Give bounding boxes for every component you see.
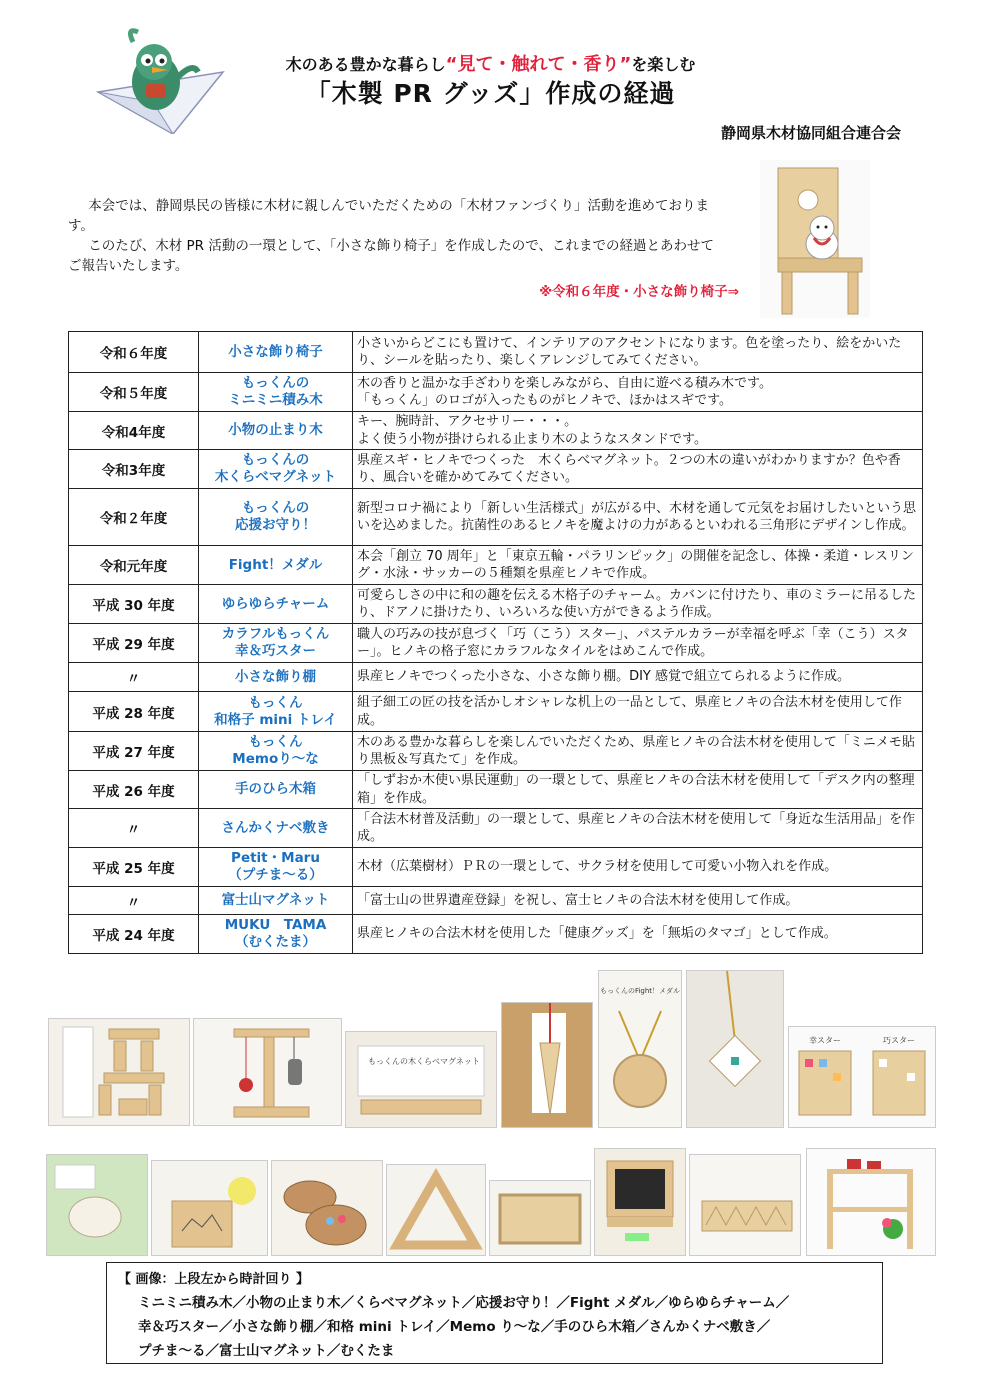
table-cell-item: 小さな飾り棚 bbox=[199, 663, 353, 692]
table-cell-desc: 新型コロナ禍により「新しい生活様式」が広がる中、木材を通して元気をお届けしたいという思いを込めました。抗菌性のあるヒノキを魔よけの力があるといわれる三角形にデザインし作成。 bbox=[353, 489, 923, 546]
photo-shelf bbox=[806, 1148, 936, 1256]
table-cell-desc: 小さいからどこにも置けて、インテリアのアクセントになります。色を塗ったり、絵をかいたり、シールを貼ったり、楽しくアレンジしてみてください。 bbox=[353, 332, 923, 373]
table-cell-desc: 県産ヒノキでつくった小さな、小さな飾り棚。DIY 感覚で組立てられるように作成。 bbox=[353, 663, 923, 692]
table-cell-year: 〃 bbox=[69, 887, 199, 915]
table-row bbox=[69, 809, 923, 848]
table-row bbox=[69, 663, 923, 692]
table-cell-item: もっくんの 応援お守り！ bbox=[199, 489, 353, 546]
chair-note: ※令和６年度・小さな飾り椅子⇒ bbox=[539, 284, 739, 300]
table-cell-item: Fight！メダル bbox=[199, 546, 353, 585]
table-cell-year: 平成 26 年度 bbox=[69, 771, 199, 809]
table-cell-item: 小物の止まり木 bbox=[199, 412, 353, 450]
table-cell-year: 令和２年度 bbox=[69, 489, 199, 546]
subtitle-highlight: “見て・触れて・香り” bbox=[445, 54, 632, 75]
table-cell-desc: 組子細工の匠の技を活かしオシャレな机上の一品として、県産ヒノキの合法木材を使用して作成。 bbox=[353, 692, 923, 732]
history-table bbox=[68, 331, 923, 954]
photo-charm bbox=[686, 970, 784, 1128]
table-cell-item: 手のひら木箱 bbox=[199, 771, 353, 809]
photo-memo-board bbox=[594, 1148, 686, 1256]
table-row bbox=[69, 412, 923, 450]
table-cell-item: 小さな飾り椅子 bbox=[199, 332, 353, 373]
medal-label: もっくんのFight！メダル bbox=[599, 987, 681, 995]
table-cell-year: 令和3年度 bbox=[69, 450, 199, 489]
table-cell-desc: キー、腕時計、アクセサリー・・・。 よく使う小物が掛けられる止まり木のようなスタンドです。 bbox=[353, 412, 923, 450]
table-cell-desc: 木の香りと温かな手ざわりを楽しみながら、自由に遊べる積み木です。 「もっくん」のロゴが入ったものがヒノキで、ほかはスギです。 bbox=[353, 373, 923, 412]
table-row bbox=[69, 848, 923, 887]
table-cell-item: Petit・Maru （プチま〜る） bbox=[199, 848, 353, 887]
table-cell-item: もっくんの 木くらべマグネット bbox=[199, 450, 353, 489]
table-row bbox=[69, 332, 923, 373]
table-cell-year: 平成 27 年度 bbox=[69, 732, 199, 771]
table-cell-desc: 「合法木材普及活動」の一環として、県産ヒノキの合法木材を使用して「身近な生活用品」を作成。 bbox=[353, 809, 923, 848]
table-cell-item: もっくん Memoり〜な bbox=[199, 732, 353, 771]
table-cell-item: MUKU TAMA （むくたま） bbox=[199, 915, 353, 954]
photo-perch-stand bbox=[193, 1018, 342, 1126]
page-title: 「木製 PR グッズ」作成の経過 bbox=[305, 79, 676, 108]
caption-heading: 【 画像：上段左から時計回り 】 bbox=[118, 1272, 310, 1287]
table-row bbox=[69, 771, 923, 809]
table-cell-item: もっくんの ミニミニ積み木 bbox=[199, 373, 353, 412]
caption-line-3: プチま〜る／富士山マグネット／むくたま bbox=[138, 1343, 395, 1359]
table-cell-year: 〃 bbox=[69, 809, 199, 848]
intro-paragraph-1: 本会では、静岡県民の皆様に木材に親しんでいただくための「木材ファンづくり」活動を進めております。 bbox=[68, 198, 709, 234]
photo-mini-blocks bbox=[48, 1018, 190, 1126]
photo-petit-maru bbox=[271, 1160, 383, 1256]
caption-line-2: 幸＆巧スター／小さな飾り棚／和格 mini トレイ／Memo り〜な／手のひら木箱／さんかくナベ敷き／ bbox=[138, 1319, 771, 1335]
table-cell-desc: 職人の巧みの技が息づく「巧（こう）スター」、パステルカラーが幸福を呼ぶ「幸（こう）スター」。ヒノキの格子窓にカラフルなタイルをはめこんで作成。 bbox=[353, 624, 923, 663]
star-left-label: 幸スター bbox=[809, 1036, 841, 1045]
table-row bbox=[69, 373, 923, 412]
photo-magnet bbox=[345, 1031, 497, 1128]
table-row bbox=[69, 887, 923, 915]
table-cell-item: ゆらゆらチャーム bbox=[199, 585, 353, 624]
table-cell-year: 令和元年度 bbox=[69, 546, 199, 585]
table-row bbox=[69, 585, 923, 624]
photo-palm-box bbox=[489, 1180, 591, 1256]
decorative-chair-photo bbox=[760, 160, 870, 318]
table-cell-year: 平成 25 年度 bbox=[69, 848, 199, 887]
table-cell-item: さんかくナベ敷き bbox=[199, 809, 353, 848]
photo-amulet bbox=[501, 1002, 593, 1128]
header-subtitle: 木のある豊かな暮らし“見て・触れて・香り”を楽しむ bbox=[285, 54, 696, 75]
table-row bbox=[69, 915, 923, 954]
table-row bbox=[69, 624, 923, 663]
star-right-label: 巧スター bbox=[883, 1036, 915, 1045]
organization-name: 静岡県木材協同組合連合会 bbox=[720, 124, 901, 142]
photo-fuji-magnet bbox=[151, 1160, 268, 1256]
table-cell-desc: 本会「創立 70 周年」と「東京五輪・パラリンピック」の開催を記念し、体操・柔道・レスリング・水泳・サッカーの５種類を県産ヒノキで作成。 bbox=[353, 546, 923, 585]
table-cell-year: 令和６年度 bbox=[69, 332, 199, 373]
table-cell-desc: 木材（広葉樹材）ＰＲの一環として、サクラ材を使用して可愛い小物入れを作成。 bbox=[353, 848, 923, 887]
table-cell-desc: 「しずおか木使い県民運動」の一環として、県産ヒノキの合法木材を使用して「デスク内の整理箱」を作成。 bbox=[353, 771, 923, 809]
table-cell-year: 平成 24 年度 bbox=[69, 915, 199, 954]
table-row bbox=[69, 489, 923, 546]
intro-text bbox=[68, 196, 718, 276]
table-cell-year: 平成 30 年度 bbox=[69, 585, 199, 624]
intro-paragraph-2: このたび、木材 PR 活動の一環として、「小さな飾り椅子」を作成したので、これまでの経過とあわせてご報告いたします。 bbox=[68, 238, 715, 274]
photo-stars bbox=[788, 1026, 936, 1128]
table-row bbox=[69, 692, 923, 732]
table-cell-year: 令和５年度 bbox=[69, 373, 199, 412]
table-cell-year: 平成 29 年度 bbox=[69, 624, 199, 663]
table-cell-desc: 木のある豊かな暮らしを楽しんでいただくため、県産ヒノキの合法木材を使用して「ミニメモ貼り黒板＆写真たて」を作成。 bbox=[353, 732, 923, 771]
table-cell-item: もっくん 和格子 mini トレイ bbox=[199, 692, 353, 732]
caption-line-1: ミニミニ積み木／小物の止まり木／くらべマグネット／応援お守り！／Fight メダル／ゆらゆらチャーム／ bbox=[138, 1295, 790, 1311]
table-cell-item: 富士山マグネット bbox=[199, 887, 353, 915]
table-cell-desc: 県産ヒノキの合法木材を使用した「健康グッズ」を「無垢のタマゴ」として作成。 bbox=[353, 915, 923, 954]
table-row bbox=[69, 450, 923, 489]
table-cell-desc: 県産スギ・ヒノキでつくった 木くらべマグネット。２つの木の違いがわかりますか？色や香り、風合いを確かめてみてください。 bbox=[353, 450, 923, 489]
table-cell-item: カラフルもっくん 幸＆巧スター bbox=[199, 624, 353, 663]
table-row bbox=[69, 732, 923, 771]
table-cell-year: 平成 28 年度 bbox=[69, 692, 199, 732]
table-cell-desc: 「富士山の世界遺産登録」を祝し、富士ヒノキの合法木材を使用して作成。 bbox=[353, 887, 923, 915]
table-cell-year: 〃 bbox=[69, 663, 199, 692]
table-row bbox=[69, 546, 923, 585]
table-cell-desc: 可愛らしさの中に和の趣を伝える木格子のチャーム。カバンに付けたり、車のミラーに吊るしたり、ドアノに掛けたり、いろいろな使い方ができるよう作成。 bbox=[353, 585, 923, 624]
photo-lattice-tray bbox=[689, 1154, 801, 1256]
table-cell-year: 令和4年度 bbox=[69, 412, 199, 450]
photo-fight-medal bbox=[598, 970, 682, 1128]
photo-mukutama bbox=[46, 1154, 148, 1256]
magnet-label: もっくんの木くらべマグネット bbox=[368, 1057, 480, 1066]
photo-triangle-trivet bbox=[386, 1164, 486, 1256]
